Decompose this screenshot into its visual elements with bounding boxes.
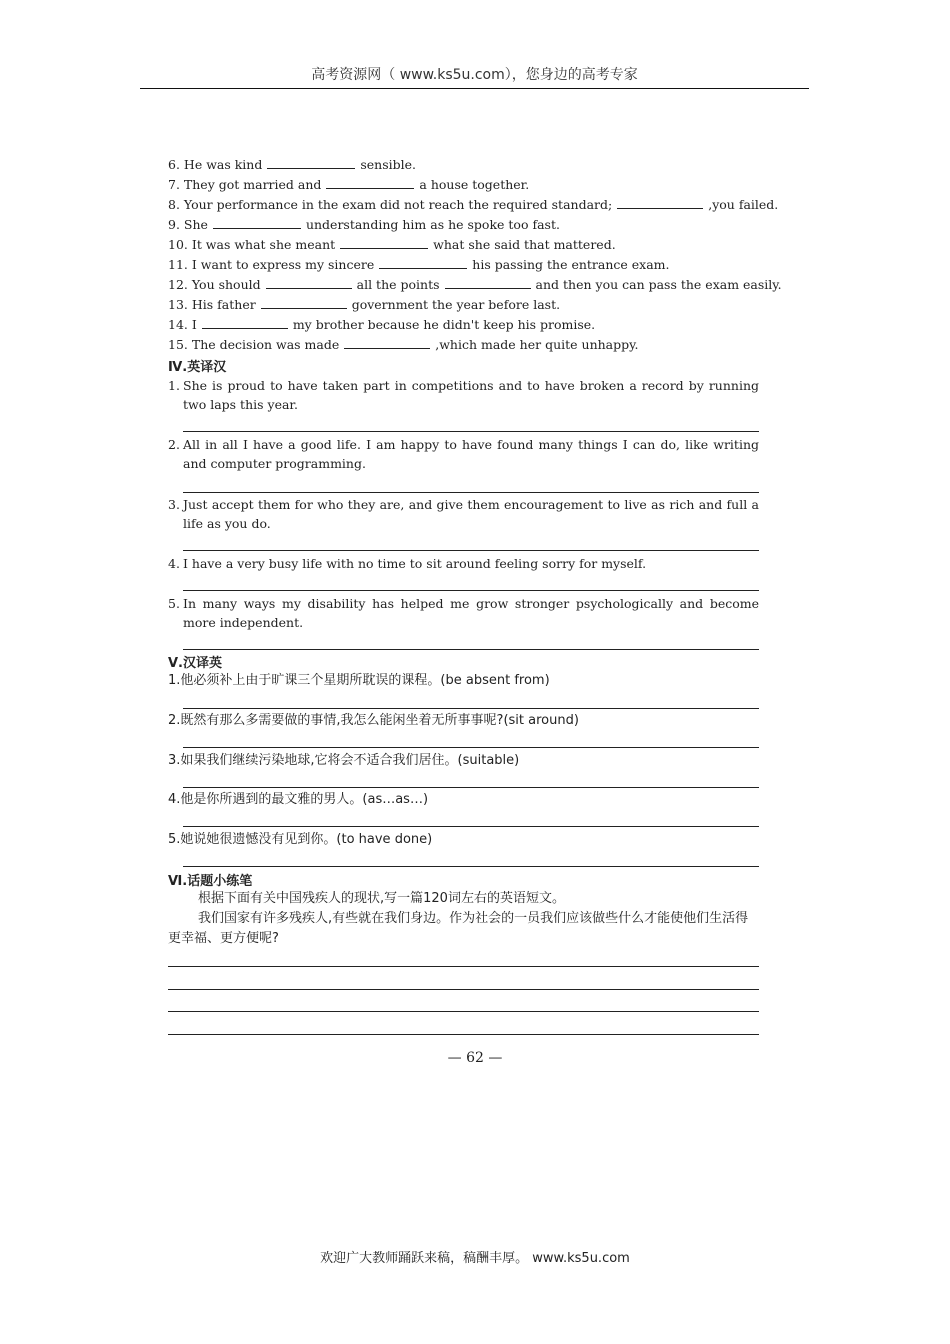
- item-text: I want to express my sincere: [191, 257, 375, 272]
- item-number: 5.: [168, 832, 181, 847]
- translation-item: [168, 554, 759, 573]
- answer-blank[interactable]: [326, 176, 414, 189]
- translation-item: [168, 790, 428, 809]
- page-number: — 62 —: [447, 1050, 503, 1066]
- item-text: Your performance in the exam did not reach the required standard;: [183, 197, 613, 212]
- fill-blank-item: [168, 175, 768, 195]
- section-title-writing-practice: Ⅵ.话题小练笔: [168, 874, 253, 889]
- translation-item: [168, 751, 519, 770]
- fill-blank-item: [168, 195, 779, 215]
- item-text: ,you failed.: [708, 197, 779, 212]
- item-text: a house together.: [419, 177, 530, 192]
- fill-blank-item: [168, 335, 768, 355]
- fill-blank-list: [168, 155, 782, 355]
- translation-item: [168, 495, 759, 533]
- answer-blank[interactable]: [340, 236, 428, 249]
- item-number: 1.: [168, 673, 181, 688]
- section-title-english-to-chinese: Ⅳ.英译汉: [168, 360, 227, 375]
- item-number: 11.: [168, 257, 188, 272]
- section-title-chinese-to-english: Ⅴ.汉译英: [168, 656, 222, 671]
- item-text: You should: [191, 277, 261, 292]
- item-text: In many ways my disability has helped me grow stronger psychologically and become more independent.: [183, 596, 759, 630]
- item-text: They got married and: [183, 177, 322, 192]
- item-text: sensible.: [360, 157, 417, 172]
- answer-line[interactable]: [183, 492, 759, 493]
- item-number: 9.: [168, 217, 180, 232]
- answer-line[interactable]: [183, 590, 759, 591]
- item-text: 她说她很遗憾没有见到你。(to have done): [180, 832, 433, 847]
- item-number: 2.: [168, 437, 180, 452]
- item-text: Just accept them for who they are, and give them encouragement to live as rich and full a life as you do.: [183, 497, 759, 531]
- answer-blank[interactable]: [202, 316, 288, 329]
- answer-blank[interactable]: [379, 256, 467, 269]
- writing-line[interactable]: [168, 989, 759, 990]
- answer-blank[interactable]: [261, 296, 347, 309]
- answer-blank[interactable]: [617, 196, 703, 209]
- item-number: 15.: [168, 337, 188, 352]
- item-number: 2.: [168, 713, 181, 728]
- answer-line[interactable]: [183, 708, 759, 709]
- answer-blank[interactable]: [213, 216, 301, 229]
- answer-line[interactable]: [183, 787, 759, 788]
- item-number: 4.: [168, 556, 180, 571]
- item-number: 14.: [168, 317, 188, 332]
- answer-line[interactable]: [183, 826, 759, 827]
- answer-blank[interactable]: [267, 156, 355, 169]
- item-text: ,which made her quite unhappy.: [435, 337, 639, 352]
- answer-blank[interactable]: [344, 336, 430, 349]
- item-text: government the year before last.: [351, 297, 561, 312]
- translation-item: [168, 711, 579, 730]
- translation-item: [168, 594, 759, 632]
- answer-blank[interactable]: [266, 276, 352, 289]
- item-text: All in all I have a good life. I am happy to have found many things I can do, like writing and computer programming.: [183, 437, 759, 471]
- item-text: 既然有那么多需要做的事情,我怎么能闲坐着无所事事呢?(sit around): [180, 713, 579, 728]
- item-text: understanding him as he spoke too fast.: [305, 217, 560, 232]
- writing-prompt: 我们国家有许多残疾人,有些就在我们身边。作为社会的一员我们应该做些什么才能使他们生活得更幸福、更方便呢?: [168, 911, 749, 946]
- translation-item: [168, 671, 550, 690]
- writing-line[interactable]: [168, 1011, 759, 1012]
- fill-blank-item: [168, 155, 768, 175]
- fill-blank-item: [168, 255, 768, 275]
- page-header: 高考资源网（ www.ks5u.com），您身边的高考专家: [311, 67, 638, 83]
- item-text: I have a very busy life with no time to sit around feeling sorry for myself.: [183, 556, 647, 571]
- answer-line[interactable]: [183, 431, 759, 432]
- writing-line[interactable]: [168, 1034, 759, 1035]
- item-number: 4.: [168, 792, 181, 807]
- item-text: The decision was made: [191, 337, 340, 352]
- answer-line[interactable]: [183, 649, 759, 650]
- item-number: 5.: [168, 596, 180, 611]
- fill-blank-item: [168, 295, 768, 315]
- item-number: 8.: [168, 197, 180, 212]
- item-text: 他是你所遇到的最文雅的男人。(as…as…): [180, 792, 429, 807]
- answer-line[interactable]: [183, 550, 759, 551]
- item-text: She: [183, 217, 208, 232]
- fill-blank-item: [168, 215, 768, 235]
- item-number: 13.: [168, 297, 188, 312]
- item-text: It was what she meant: [191, 237, 336, 252]
- translation-item: [168, 435, 759, 473]
- item-text: what she said that mattered.: [433, 237, 616, 252]
- page-footer: 欢迎广大教师踊跃来稿，稿酬丰厚。 www.ks5u.com: [320, 1251, 630, 1266]
- translation-item: [168, 376, 759, 414]
- item-text: 如果我们继续污染地球,它将会不适合我们居住。(suitable): [180, 753, 520, 768]
- item-number: 3.: [168, 497, 180, 512]
- item-number: 1.: [168, 378, 180, 393]
- item-text: his passing the entrance exam.: [472, 257, 670, 272]
- header-rule: [140, 88, 809, 89]
- item-text: His father: [191, 297, 256, 312]
- item-number: 10.: [168, 237, 188, 252]
- item-text: 他必须补上由于旷课三个星期所耽误的课程。(be absent from): [180, 673, 550, 688]
- item-text: I: [191, 317, 197, 332]
- item-number: 6.: [168, 157, 180, 172]
- item-text: and then you can pass the exam easily.: [535, 277, 782, 292]
- fill-blank-item: [168, 315, 768, 335]
- answer-blank[interactable]: [445, 276, 531, 289]
- item-text: my brother because he didn't keep his promise.: [292, 317, 596, 332]
- answer-line[interactable]: [183, 747, 759, 748]
- item-number: 7.: [168, 177, 180, 192]
- writing-instruction: 根据下面有关中国残疾人的现状,写一篇120词左右的英语短文。: [198, 891, 565, 906]
- item-text: He was kind: [183, 157, 263, 172]
- item-text: all the points: [356, 277, 440, 292]
- fill-blank-item: [168, 235, 768, 255]
- translation-item: [168, 830, 432, 849]
- item-number: 12.: [168, 277, 188, 292]
- answer-line[interactable]: [183, 866, 759, 867]
- fill-blank-item: [168, 275, 782, 295]
- item-text: She is proud to have taken part in competitions and to have broken a record by running two laps this year.: [183, 378, 759, 412]
- item-number: 3.: [168, 753, 181, 768]
- writing-line[interactable]: [168, 966, 759, 967]
